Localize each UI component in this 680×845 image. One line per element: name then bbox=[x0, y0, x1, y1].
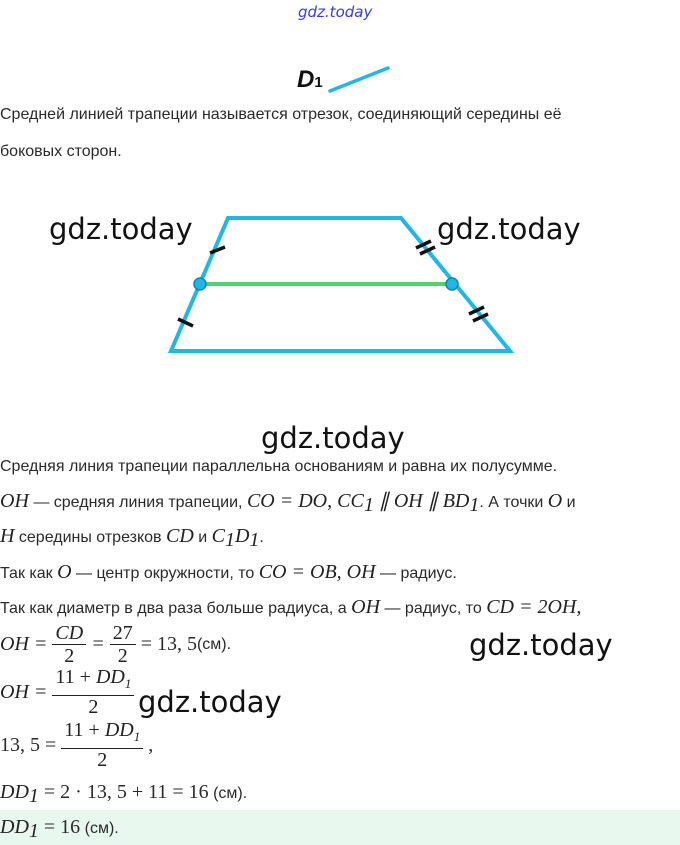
task-letter: D bbox=[297, 66, 315, 93]
watermark: gdz.today bbox=[469, 628, 613, 662]
solution-line-4: Так как O — центр окружности, то CO = OB, OH — радиус. bbox=[0, 561, 457, 583]
watermark: gdz.today bbox=[49, 212, 193, 246]
equation-oh-value: OH = $\frac{CD}{2}$ = $\frac{27}{2}$ = 13, 5 (см). bbox=[0, 622, 232, 667]
watermark-top: gdz.today bbox=[298, 3, 373, 21]
solution-line-3: H середины отрезков CD и $C_1D_1$. bbox=[0, 525, 264, 552]
definition-line-2: боковых сторон. bbox=[0, 143, 122, 160]
watermark: gdz.today bbox=[261, 421, 405, 455]
equation-oh-formula: OH = $\frac{11 + DD_1}{2}$ bbox=[0, 666, 134, 718]
task-underline-stroke bbox=[326, 64, 392, 94]
midpoint-left bbox=[194, 278, 206, 290]
solution-line-1: Средняя линия трапеции параллельна основаниям и равна их полусумме. bbox=[0, 458, 558, 475]
solution-line-5: Так как диаметр в два раза больше радиуса, а OH — радиус, то CD = 2OH, bbox=[0, 596, 582, 618]
task-number bbox=[297, 66, 323, 94]
task-subscript: 1 bbox=[314, 74, 323, 91]
equation-substitute: 13, 5 = $\frac{11 + DD_1}{2}$ , bbox=[0, 719, 154, 771]
definition-line-1: Средней линией трапеции называется отрезок, соединяющий середины её bbox=[0, 106, 562, 123]
watermark: gdz.today bbox=[437, 212, 581, 246]
solution-line-2: OH — средняя линия трапеции, CO = DO, $CC_1$ ∥ OH ∥ $BD_1$. А точки O и bbox=[0, 490, 576, 517]
answer-line: $DD_1 = 16$ (см). bbox=[0, 816, 119, 843]
equation-dd1: $DD_1 = 2 \cdot 13$, 5 + 11 = 16 (см). bbox=[0, 781, 248, 808]
midpoint-right bbox=[446, 278, 458, 290]
watermark: gdz.today bbox=[138, 685, 282, 719]
